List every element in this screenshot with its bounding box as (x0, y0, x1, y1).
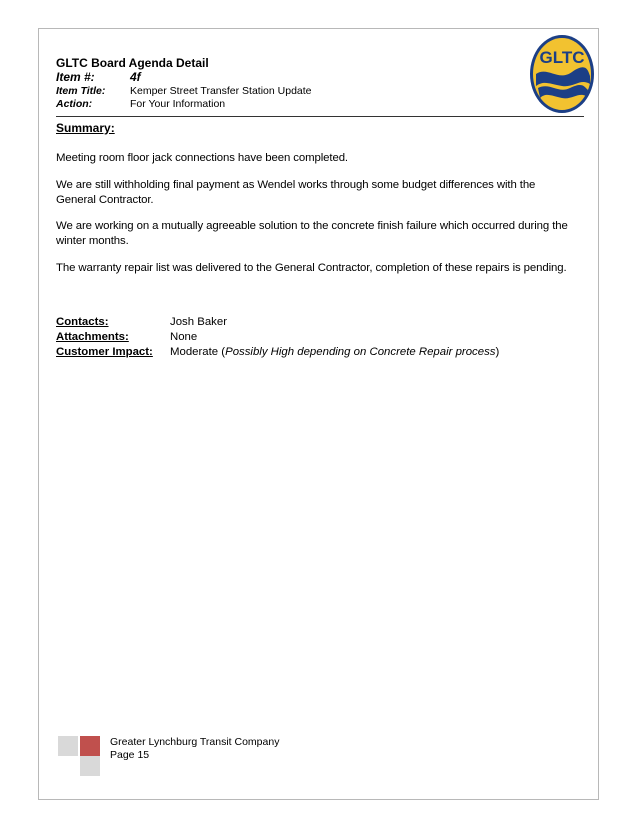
attachments-value: None (170, 331, 198, 343)
page-frame (38, 28, 599, 800)
action-value: For Your Information (130, 98, 226, 110)
action-label: Action: (56, 98, 93, 110)
customer-impact-label: Customer Impact: (56, 346, 153, 358)
customer-impact-suffix: ) (495, 346, 500, 358)
header-divider (56, 116, 584, 117)
customer-impact-value (170, 345, 499, 360)
contacts-value: Josh Baker (170, 316, 227, 328)
item-number-value: 4f (130, 70, 141, 84)
summary-paragraph: The warranty repair list was delivered to the General Contractor, completion of these repairs is pending. (56, 262, 567, 274)
logo-text: GLTC (539, 48, 585, 67)
customer-impact-prefix: Moderate ( (170, 346, 226, 358)
gltc-logo (528, 30, 596, 114)
summary-paragraph: We are working on a mutually agreeable solution to the concrete finish failure which occurred during the winter months. (56, 220, 568, 247)
footer-square-grey (80, 756, 100, 776)
attachments-label: Attachments: (56, 331, 129, 343)
summary-paragraph: Meeting room floor jack connections have been completed. (56, 152, 348, 164)
item-number-label: Item #: (56, 70, 95, 84)
item-title-value: Kemper Street Transfer Station Update (130, 85, 312, 97)
agenda-title: GLTC Board Agenda Detail (56, 56, 209, 70)
footer-company: Greater Lynchburg Transit Company (110, 736, 280, 748)
footer-square-grey (58, 736, 78, 756)
customer-impact-note: Possibly High depending on Concrete Repair process (225, 346, 496, 358)
footer-page-number: Page 15 (110, 749, 150, 761)
contacts-label: Contacts: (56, 316, 109, 328)
footer-square-red (80, 736, 100, 756)
summary-heading: Summary: (56, 121, 115, 135)
summary-paragraph: We are still withholding final payment as Wendel works through some budget differences with the General Contractor. (56, 179, 536, 206)
item-title-label: Item Title: (56, 85, 106, 97)
